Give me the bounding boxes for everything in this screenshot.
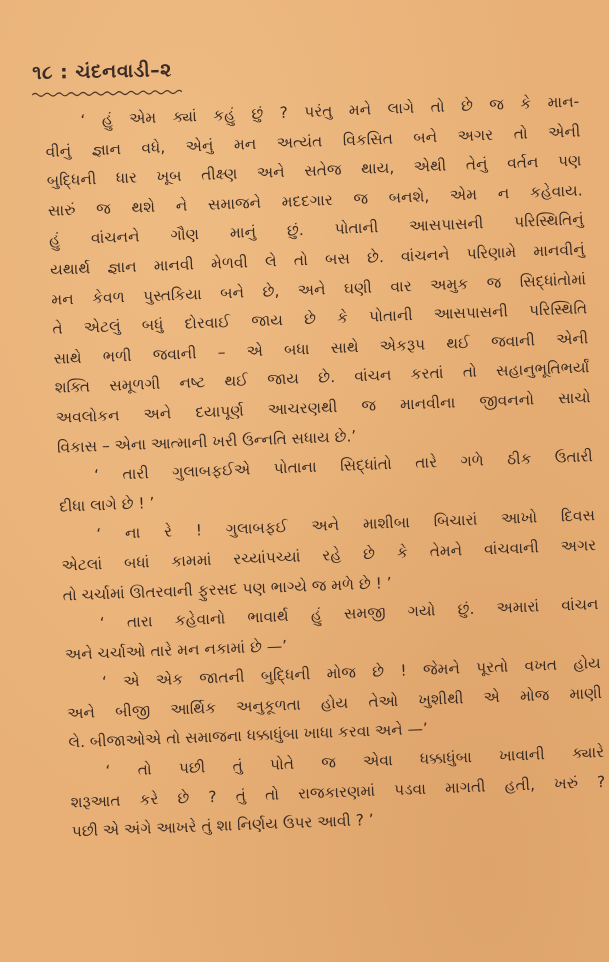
text-line: ‘ તારી ગુલાબફઈએ પોતાના સિદ્ધાંતો તારે ગળે ઠીક ઉતારી (93, 447, 594, 485)
text-line: સારું જ થશે ને સમાજને મદદગાર જ બનશે, એમ ન કહેવાય. (47, 181, 583, 220)
text-line: ‘ એ એક જાતની બુદ્ધિની મોજ છે ! જેમને પૂરતો વખત હોય (101, 654, 602, 692)
text-line: પછી એ અંગે આખરે તું શા નિર્ણય ઉપર આવી ? ’ (71, 811, 375, 841)
text-line: અવલોકન અને દયાપૂર્ણ આચરણથી જ માનવીના જીવનનો સાચો (55, 388, 591, 427)
text-line: સાથે ભળી જવાની – એ બધા સાથે એકરૂપ થઈ જવાની એની (53, 329, 589, 368)
text-line: તો ચર્ચામાં ઊતરવાની ફુરસદ પણ ભાગ્યે જ મળે છે ! ’ (62, 573, 393, 605)
body-text (44, 87, 607, 847)
text-line: શરૂઆત કરે છે ? તું તો રાજકારણમાં પડવા માગતી હતી, ખરું ? (70, 772, 606, 812)
text-line: ‘ ના રે ! ગુલાબફઈ અને માશીબા બિચારાં આખો દિવસ (96, 506, 596, 544)
text-line: એટલાં બધાં કામમાં રચ્યાંપચ્યાં રહે છે કે તેમને વાંચવાની અગર (61, 536, 597, 575)
text-line: ‘ હું એમ ક્યાં કહું છું ? પરંતુ મને લાગે તો છે જ કે માન- (80, 92, 580, 130)
header-wavy-rule (32, 89, 182, 98)
text-line: વિકાસ – એના આત્માની ખરી ઉન્નતિ સધાય છે.’ (56, 426, 357, 457)
text-line: શક્તિ સમૂળગી નષ્ટ થઈ જાય છે. વાંચન કરતાં તો સહાનુભૂતિભર્યાં (54, 358, 590, 398)
header-separator: : (59, 61, 69, 84)
chapter-title: ચંદનવાડી–૨ (75, 59, 173, 84)
page-header (32, 59, 172, 84)
text-line: ‘ તારા કહેવાનો ભાવાર્થ હું સમજી ગયો છું. અમારાં વાંચન (99, 595, 599, 633)
text-line: બુદ્ધિની ધાર ખૂબ તીક્ષ્ણ અને સતેજ થાય, એથી તેનું વર્તન પણ (46, 151, 582, 191)
text-line: ‘ તો પછી તું પોતે જ એવા ધક્કાધુંબા ખાવાની ક્યારે (105, 743, 605, 781)
text-line: મન કેવળ પુસ્તકિયા બને છે, અને ઘણી વાર અમુક જ સિદ્ધાંતોમાં (51, 269, 587, 309)
page-number: ૧૮ (32, 61, 54, 84)
text-line: લે. બીજાઓએ તો સમાજના ધક્કાધુંબા ખાધા કરવા અને —’ (68, 720, 429, 752)
text-line: વીનું જ્ઞાન વધે, એનું મન અત્યંત વિકસિત બને અગર તો એની (45, 122, 581, 161)
text-line: અને બીજી આર્થિક અનુકૂળતા હોય તેઓ ખુશીથી એ મોજ માણી (66, 683, 603, 723)
text-line: તે એટલું બધું દોરવાઈ જાય છે કે પોતાની આસપાસની પરિસ્થિતિ (52, 299, 588, 338)
text-line: અને ચર્ચાઓ તારે મન નકામાં છે —’ (64, 636, 288, 664)
text-line: યથાર્થ જ્ઞાન માનવી મેળવી લે તો બસ છે. વાંચનને પરિણામે માનવીનું (49, 240, 586, 279)
text-line: હું વાંચનને ગૌણ માનું છું. પોતાની આસપાસની પરિસ્થિતિનું (48, 210, 585, 250)
text-line: દીધા લાગે છે ! ’ (58, 493, 155, 516)
